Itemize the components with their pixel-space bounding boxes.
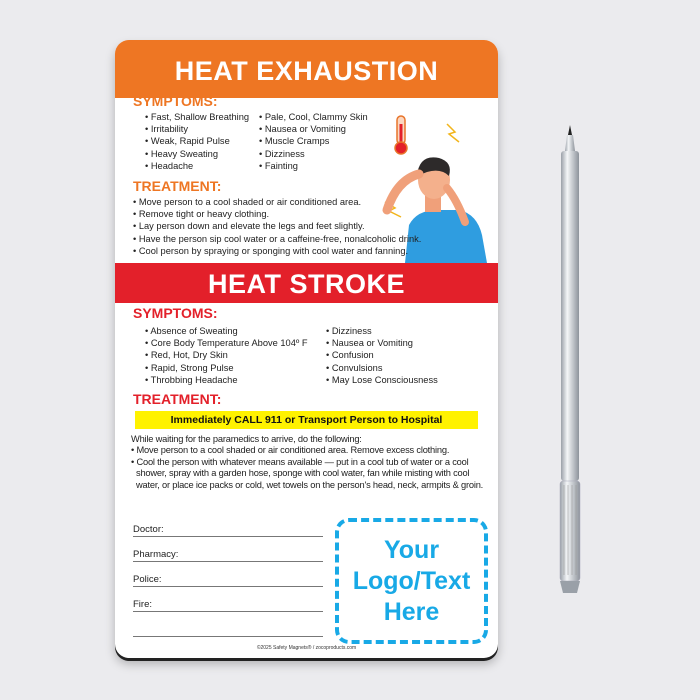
list-item: • Move person to a cool shaded or air conditioned area. (133, 196, 421, 208)
list-item: • Dizziness (326, 325, 438, 337)
list-item: • Cool the person with whatever means available — put in a cool tub of water or a cool shower, spray with a garden hose, sponge with cool water, fan while misting with cool water, or place ice packs or cold, wet towels on the person's head, neck, armpits & groin. (131, 457, 493, 492)
pharmacy-field: Pharmacy: (133, 549, 323, 562)
call-911-highlight: Immediately CALL 911 or Transport Person to Hospital (135, 411, 478, 429)
logo-text-line: Here (383, 597, 440, 626)
exhaustion-symptoms-col1 (145, 111, 249, 172)
doctor-field: Doctor: (133, 524, 323, 537)
pen-icon (555, 125, 585, 595)
stroke-treatment-heading: TREATMENT: (133, 391, 222, 407)
stroke-symptoms-col2 (326, 325, 438, 386)
list-item: • Throbbing Headache (145, 374, 308, 386)
list-item: • Nausea or Vomiting (326, 337, 438, 349)
list-item: • May Lose Consciousness (326, 374, 438, 386)
copyright-footer: ©2025 Safety Magnets® / zocoproducts.com (256, 645, 357, 651)
list-item: • Dizziness (259, 148, 368, 160)
list-item: • Core Body Temperature Above 104º F (145, 337, 308, 349)
exhaustion-treatment-heading: TREATMENT: (133, 178, 222, 194)
logo-placeholder (335, 518, 488, 644)
fire-field: Fire: (133, 599, 323, 612)
heat-stroke-title: HEAT STROKE (115, 263, 498, 303)
heat-safety-magnet-card (115, 40, 498, 658)
list-item: • Have the person sip cool water or a caffeine-free, nonalcoholic drink. (133, 233, 421, 245)
police-field: Police: (133, 574, 323, 587)
list-item: • Rapid, Strong Pulse (145, 362, 308, 374)
list-item: • Irritability (145, 123, 249, 135)
list-item: • Lay person down and elevate the legs and feet slightly. (133, 220, 421, 232)
thermometer-icon (395, 116, 407, 154)
heat-exhaustion-title: HEAT EXHAUSTION (115, 40, 498, 98)
list-item: • Remove tight or heavy clothing. (133, 208, 421, 220)
exhaustion-symptoms-col2 (259, 111, 368, 172)
list-item: • Red, Hot, Dry Skin (145, 349, 308, 361)
exhaustion-treatment-list (133, 196, 421, 257)
exhaustion-symptoms-heading: SYMPTOMS: (133, 93, 218, 109)
logo-text-line: Logo/Text (352, 566, 471, 595)
list-item: • Confusion (326, 349, 438, 361)
list-item: • Move person to a cool shaded or air conditioned area. Remove excess clothing. (131, 445, 493, 457)
list-item: • Heavy Sweating (145, 148, 249, 160)
list-item: • Absence of Sweating (145, 325, 308, 337)
list-item: • Fast, Shallow Breathing (145, 111, 249, 123)
stroke-treatment-list (131, 445, 493, 491)
list-item: • Pale, Cool, Clammy Skin (259, 111, 368, 123)
list-item: • Muscle Cramps (259, 135, 368, 147)
list-item: • Weak, Rapid Pulse (145, 135, 249, 147)
list-item: • Convulsions (326, 362, 438, 374)
list-item: • Cool person by spraying or sponging with cool water and fanning. (133, 245, 421, 257)
list-item: • Fainting (259, 160, 368, 172)
stroke-symptoms-col1 (145, 325, 308, 386)
stroke-treatment-intro: While waiting for the paramedics to arrive, do the following: (131, 434, 362, 444)
stroke-symptoms-heading: SYMPTOMS: (133, 305, 218, 321)
logo-text-line: Your (383, 535, 440, 564)
list-item: • Headache (145, 160, 249, 172)
blank-field (133, 624, 323, 637)
list-item: • Nausea or Vomiting (259, 123, 368, 135)
